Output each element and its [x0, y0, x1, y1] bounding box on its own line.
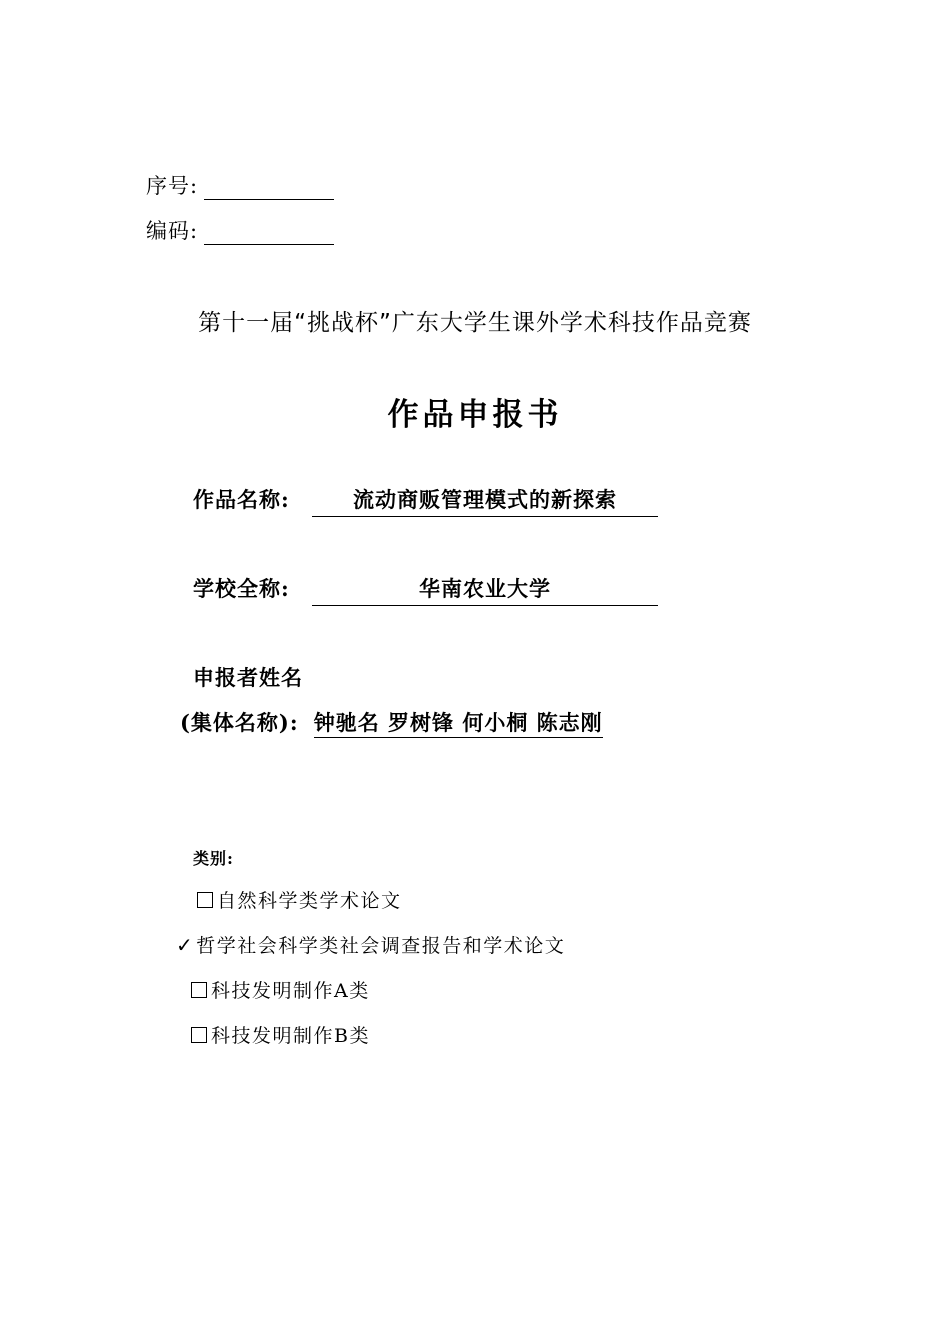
collective-row: [180, 707, 603, 737]
category-item-label: 科技发明制作B类: [211, 1025, 370, 1047]
school-value: 华南农业大学: [312, 573, 658, 606]
category-item-label: 自然科学类学术论文: [217, 890, 402, 912]
code-row: [146, 215, 334, 245]
serial-blank-line[interactable]: [204, 179, 334, 200]
document-title: 作品申报书: [387, 397, 563, 433]
category-item-invention-a[interactable]: [191, 976, 370, 1003]
contest-title: 第十一届“挑战杯”广东大学生课外学术科技作品竞赛: [198, 310, 752, 336]
checkbox-icon[interactable]: [197, 892, 213, 908]
category-item-label: 哲学社会科学类社会调查报告和学术论文: [196, 935, 566, 957]
checkmark-icon[interactable]: ✓: [176, 933, 195, 957]
category-label: 类别:: [193, 849, 234, 868]
category-item-invention-b[interactable]: [191, 1021, 370, 1048]
checkbox-icon[interactable]: [191, 982, 207, 998]
applicant-names-value: 钟驰名 罗树锋 何小桐 陈志刚: [314, 710, 603, 738]
applicant-label: 申报者姓名: [193, 665, 303, 690]
checkbox-icon[interactable]: [191, 1027, 207, 1043]
category-item-natural-science[interactable]: [197, 886, 402, 913]
serial-label: 序号:: [146, 174, 199, 198]
school-label: 学校全称:: [193, 576, 290, 601]
category-item-label: 科技发明制作A类: [211, 980, 370, 1002]
code-blank-line[interactable]: [204, 224, 334, 245]
serial-row: [146, 170, 334, 200]
work-name-value: 流动商贩管理模式的新探索: [312, 484, 658, 517]
category-item-social-science[interactable]: [176, 931, 565, 958]
code-label: 编码:: [146, 219, 199, 243]
collective-label: (集体名称):: [180, 710, 299, 735]
work-name-label: 作品名称:: [193, 487, 290, 512]
